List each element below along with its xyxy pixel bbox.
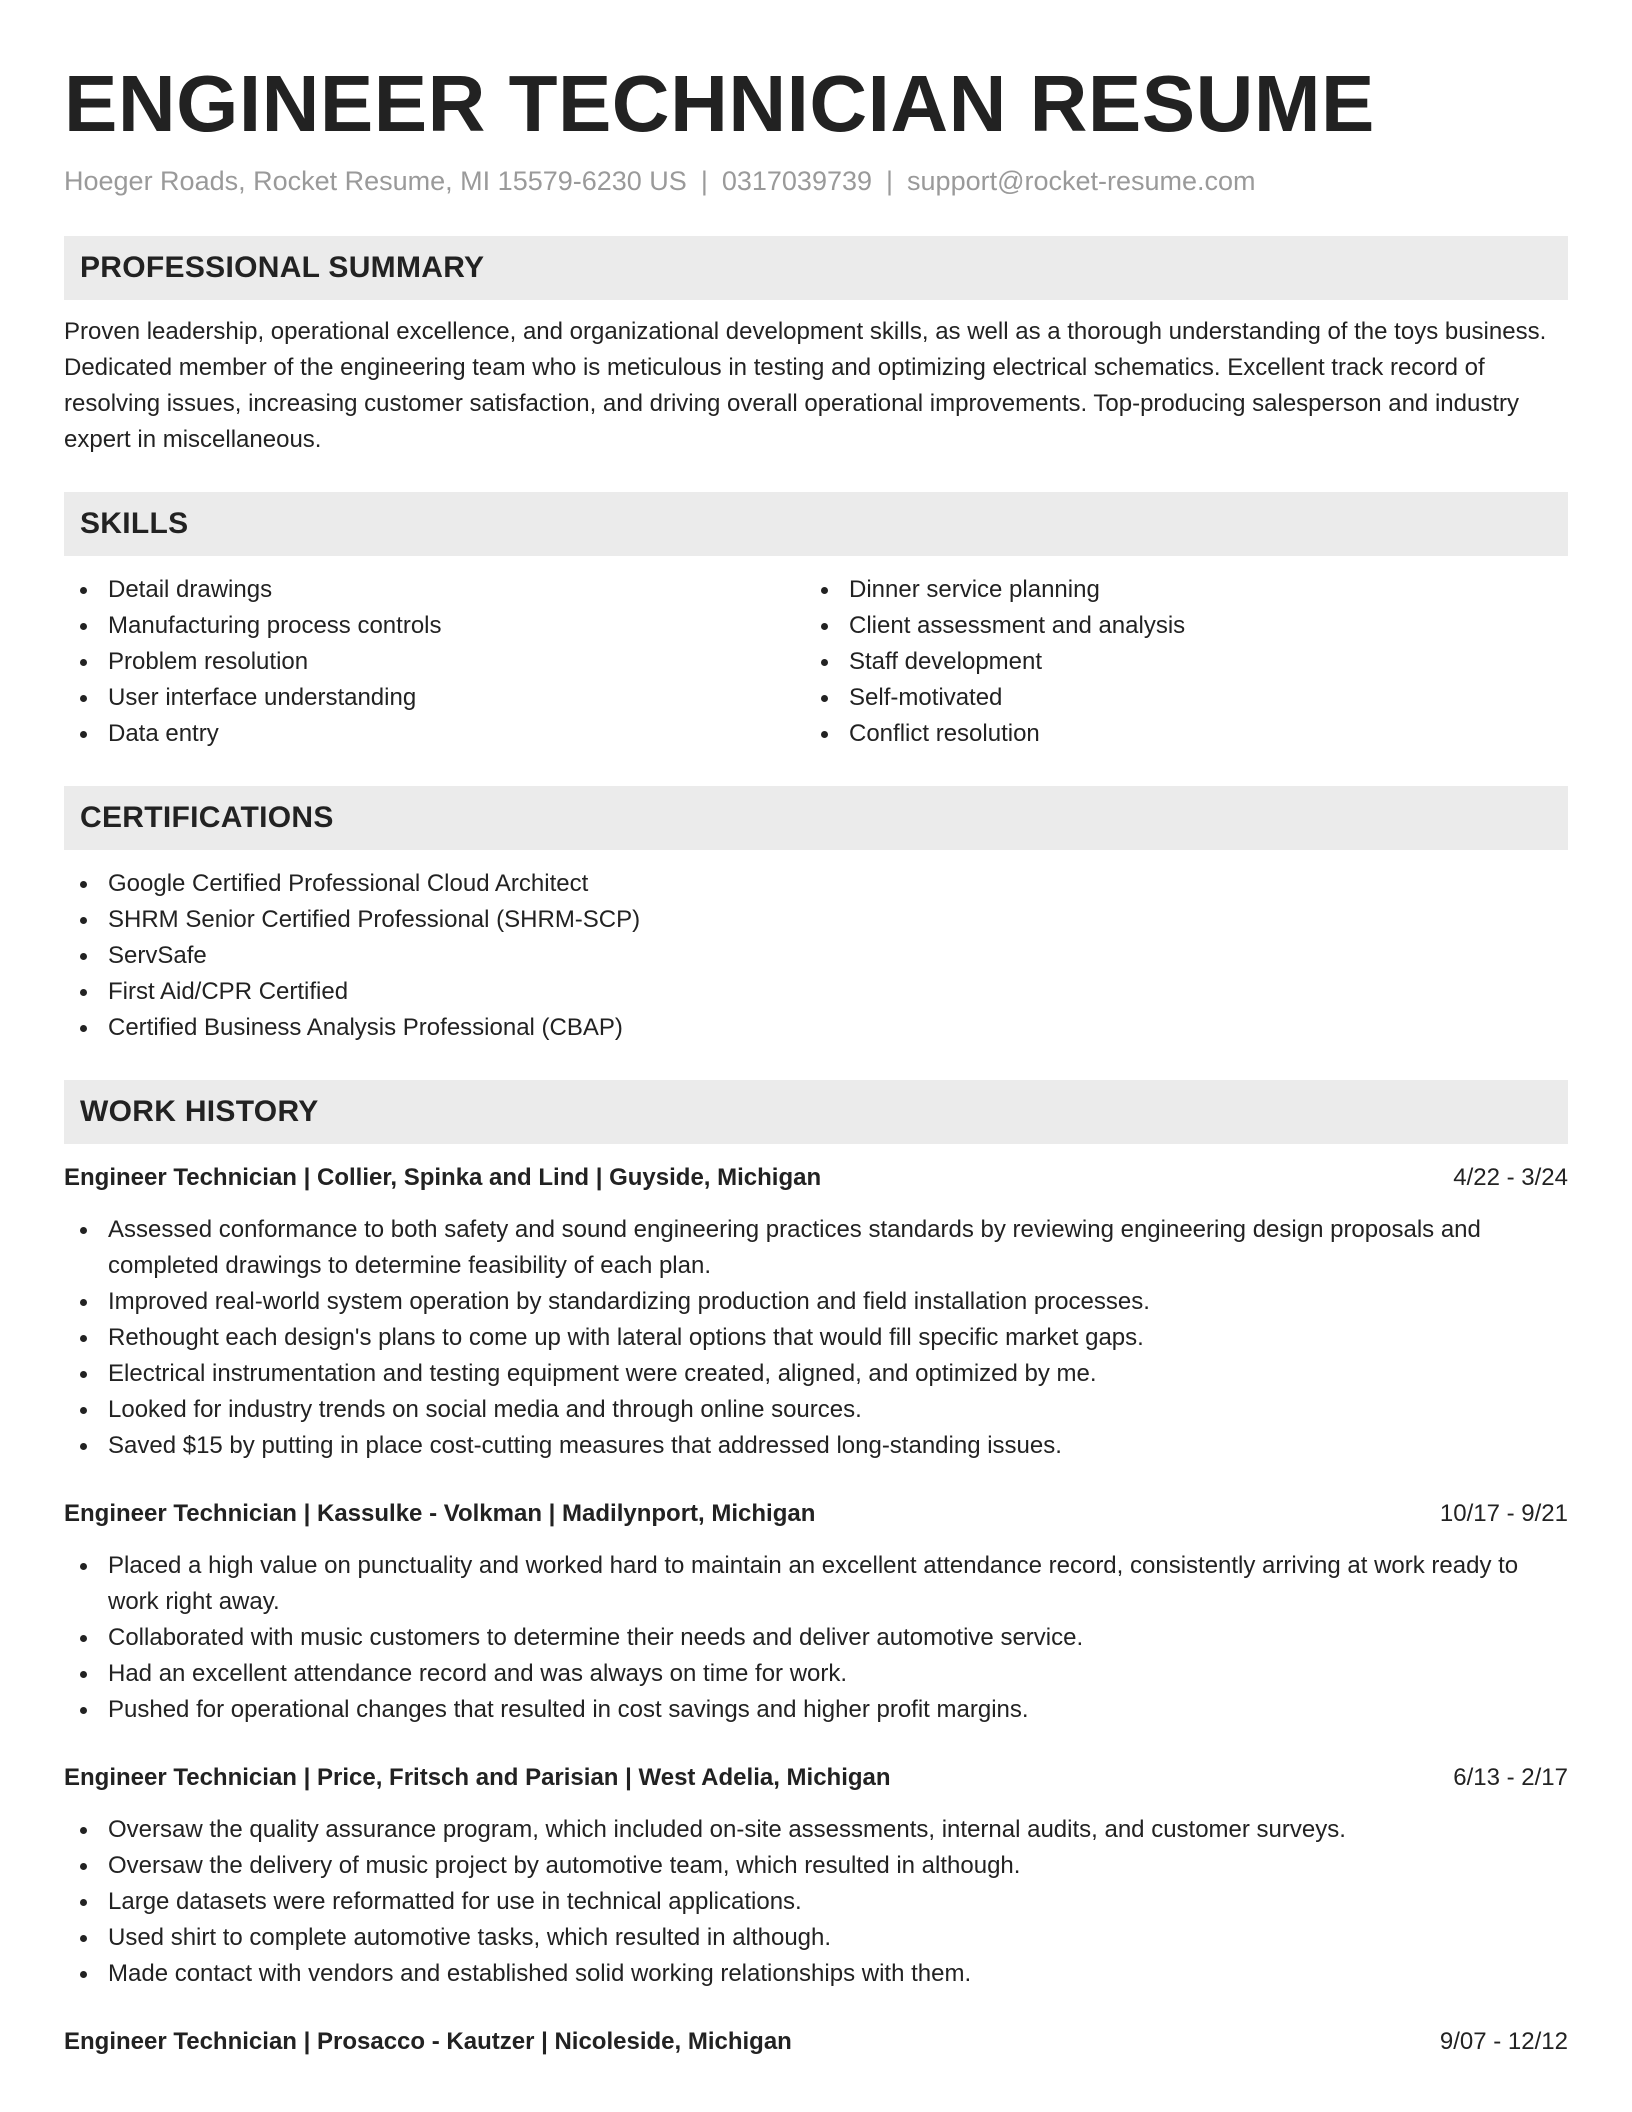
job-header <box>64 1160 1568 1196</box>
work-history-heading: WORK HISTORY <box>80 1095 319 1128</box>
contact-line <box>64 164 1568 198</box>
skill-item: Dinner service planning <box>805 572 1546 608</box>
job-bullets <box>64 1548 1568 1728</box>
summary-heading: PROFESSIONAL SUMMARY <box>80 251 485 284</box>
job-entry <box>64 2024 1568 2060</box>
contact-address: Hoeger Roads, Rocket Resume, MI 15579-6230 US <box>64 166 687 196</box>
job-bullet: Collaborated with music customers to determine their needs and deliver automotive service. <box>64 1620 1568 1656</box>
skill-item: User interface understanding <box>64 680 805 716</box>
skills-heading: SKILLS <box>80 507 189 540</box>
summary-header <box>64 236 1568 300</box>
certifications-list <box>64 866 1568 1046</box>
job-title: Engineer Technician | Prosacco - Kautzer | Nicoleside, Michigan <box>64 2028 792 2055</box>
skills-left-list <box>64 572 805 752</box>
job-bullets <box>64 1212 1568 1464</box>
job-bullet: Had an excellent attendance record and was always on time for work. <box>64 1656 1568 1692</box>
job-bullet: Saved $15 by putting in place cost-cutting measures that addressed long-standing issues. <box>64 1428 1568 1464</box>
certification-item: First Aid/CPR Certified <box>64 974 1568 1010</box>
job-dates: 10/17 - 9/21 <box>1439 1500 1568 1527</box>
work-history-section <box>64 1080 1568 2060</box>
job-dates: 9/07 - 12/12 <box>1439 2028 1568 2055</box>
skill-item: Self-motivated <box>805 680 1546 716</box>
skill-item: Staff development <box>805 644 1546 680</box>
resume-page <box>64 0 1568 2060</box>
job-entry <box>64 1160 1568 1464</box>
job-bullet: Oversaw the delivery of music project by automotive team, which resulted in although. <box>64 1848 1568 1884</box>
skill-item: Detail drawings <box>64 572 805 608</box>
job-bullet: Oversaw the quality assurance program, which included on-site assessments, internal audits, and customer surveys. <box>64 1812 1568 1848</box>
work-history-header <box>64 1080 1568 1144</box>
job-bullet: Pushed for operational changes that resulted in cost savings and higher profit margins. <box>64 1692 1568 1728</box>
job-dates: 4/22 - 3/24 <box>1453 1164 1568 1191</box>
skills-header <box>64 492 1568 556</box>
job-bullet: Used shirt to complete automotive tasks, which resulted in although. <box>64 1920 1568 1956</box>
skills-section <box>64 492 1568 752</box>
job-bullet: Placed a high value on punctuality and worked hard to maintain an excellent attendance record, consistently arriving at work ready to work right away. <box>64 1548 1568 1620</box>
contact-email[interactable]: support@rocket-resume.com <box>907 166 1256 196</box>
skill-item: Client assessment and analysis <box>805 608 1546 644</box>
skills-right-list <box>805 572 1546 752</box>
job-bullet: Improved real-world system operation by standardizing production and field installation processes. <box>64 1284 1568 1320</box>
job-entry <box>64 1760 1568 1992</box>
job-entry <box>64 1496 1568 1728</box>
job-bullet: Rethought each design's plans to come up with lateral options that would fill specific market gaps. <box>64 1320 1568 1356</box>
summary-section <box>64 236 1568 458</box>
skill-item: Data entry <box>64 716 805 752</box>
skill-item: Problem resolution <box>64 644 805 680</box>
job-bullet: Large datasets were reformatted for use in technical applications. <box>64 1884 1568 1920</box>
certifications-header <box>64 786 1568 850</box>
job-dates: 6/13 - 2/17 <box>1453 1764 1568 1791</box>
skill-item: Conflict resolution <box>805 716 1546 752</box>
certifications-heading: CERTIFICATIONS <box>80 801 334 834</box>
skill-item: Manufacturing process controls <box>64 608 805 644</box>
job-bullet: Looked for industry trends on social media and through online sources. <box>64 1392 1568 1428</box>
job-bullet: Assessed conformance to both safety and sound engineering practices standards by reviewing engineering design proposals and completed drawings to determine feasibility of each plan. <box>64 1212 1568 1284</box>
certification-item: Certified Business Analysis Professional (CBAP) <box>64 1010 1568 1046</box>
certification-item: SHRM Senior Certified Professional (SHRM-SCP) <box>64 902 1568 938</box>
job-bullets <box>64 1812 1568 1992</box>
certifications-section <box>64 786 1568 1046</box>
certification-item: Google Certified Professional Cloud Architect <box>64 866 1568 902</box>
contact-phone: 0317039739 <box>721 166 873 196</box>
job-bullet: Electrical instrumentation and testing equipment were created, aligned, and optimized by me. <box>64 1356 1568 1392</box>
summary-text: Proven leadership, operational excellence, and organizational development skills, as well as a thorough understanding of the toys business. Dedicated member of the engineering team who is meticulous in testing and optimizing electrical schematics. Excellent track record of resolving issues, increasing customer satisfaction, and driving overall operational improvements. Top-producing salesperson and industry expert in miscellaneous. <box>64 318 1547 453</box>
skills-grid <box>64 572 1568 752</box>
job-title: Engineer Technician | Kassulke - Volkman | Madilynport, Michigan <box>64 1500 816 1527</box>
job-header <box>64 2024 1568 2060</box>
job-title: Engineer Technician | Price, Fritsch and Parisian | West Adelia, Michigan <box>64 1764 891 1791</box>
job-bullet: Made contact with vendors and established solid working relationships with them. <box>64 1956 1568 1992</box>
contact-separator: | <box>700 166 708 196</box>
job-header <box>64 1760 1568 1796</box>
job-header <box>64 1496 1568 1532</box>
job-title: Engineer Technician | Collier, Spinka and Lind | Guyside, Michigan <box>64 1164 822 1191</box>
resume-title: ENGINEER TECHNICIAN RESUME <box>64 59 1375 148</box>
contact-separator: | <box>886 166 894 196</box>
certification-item: ServSafe <box>64 938 1568 974</box>
